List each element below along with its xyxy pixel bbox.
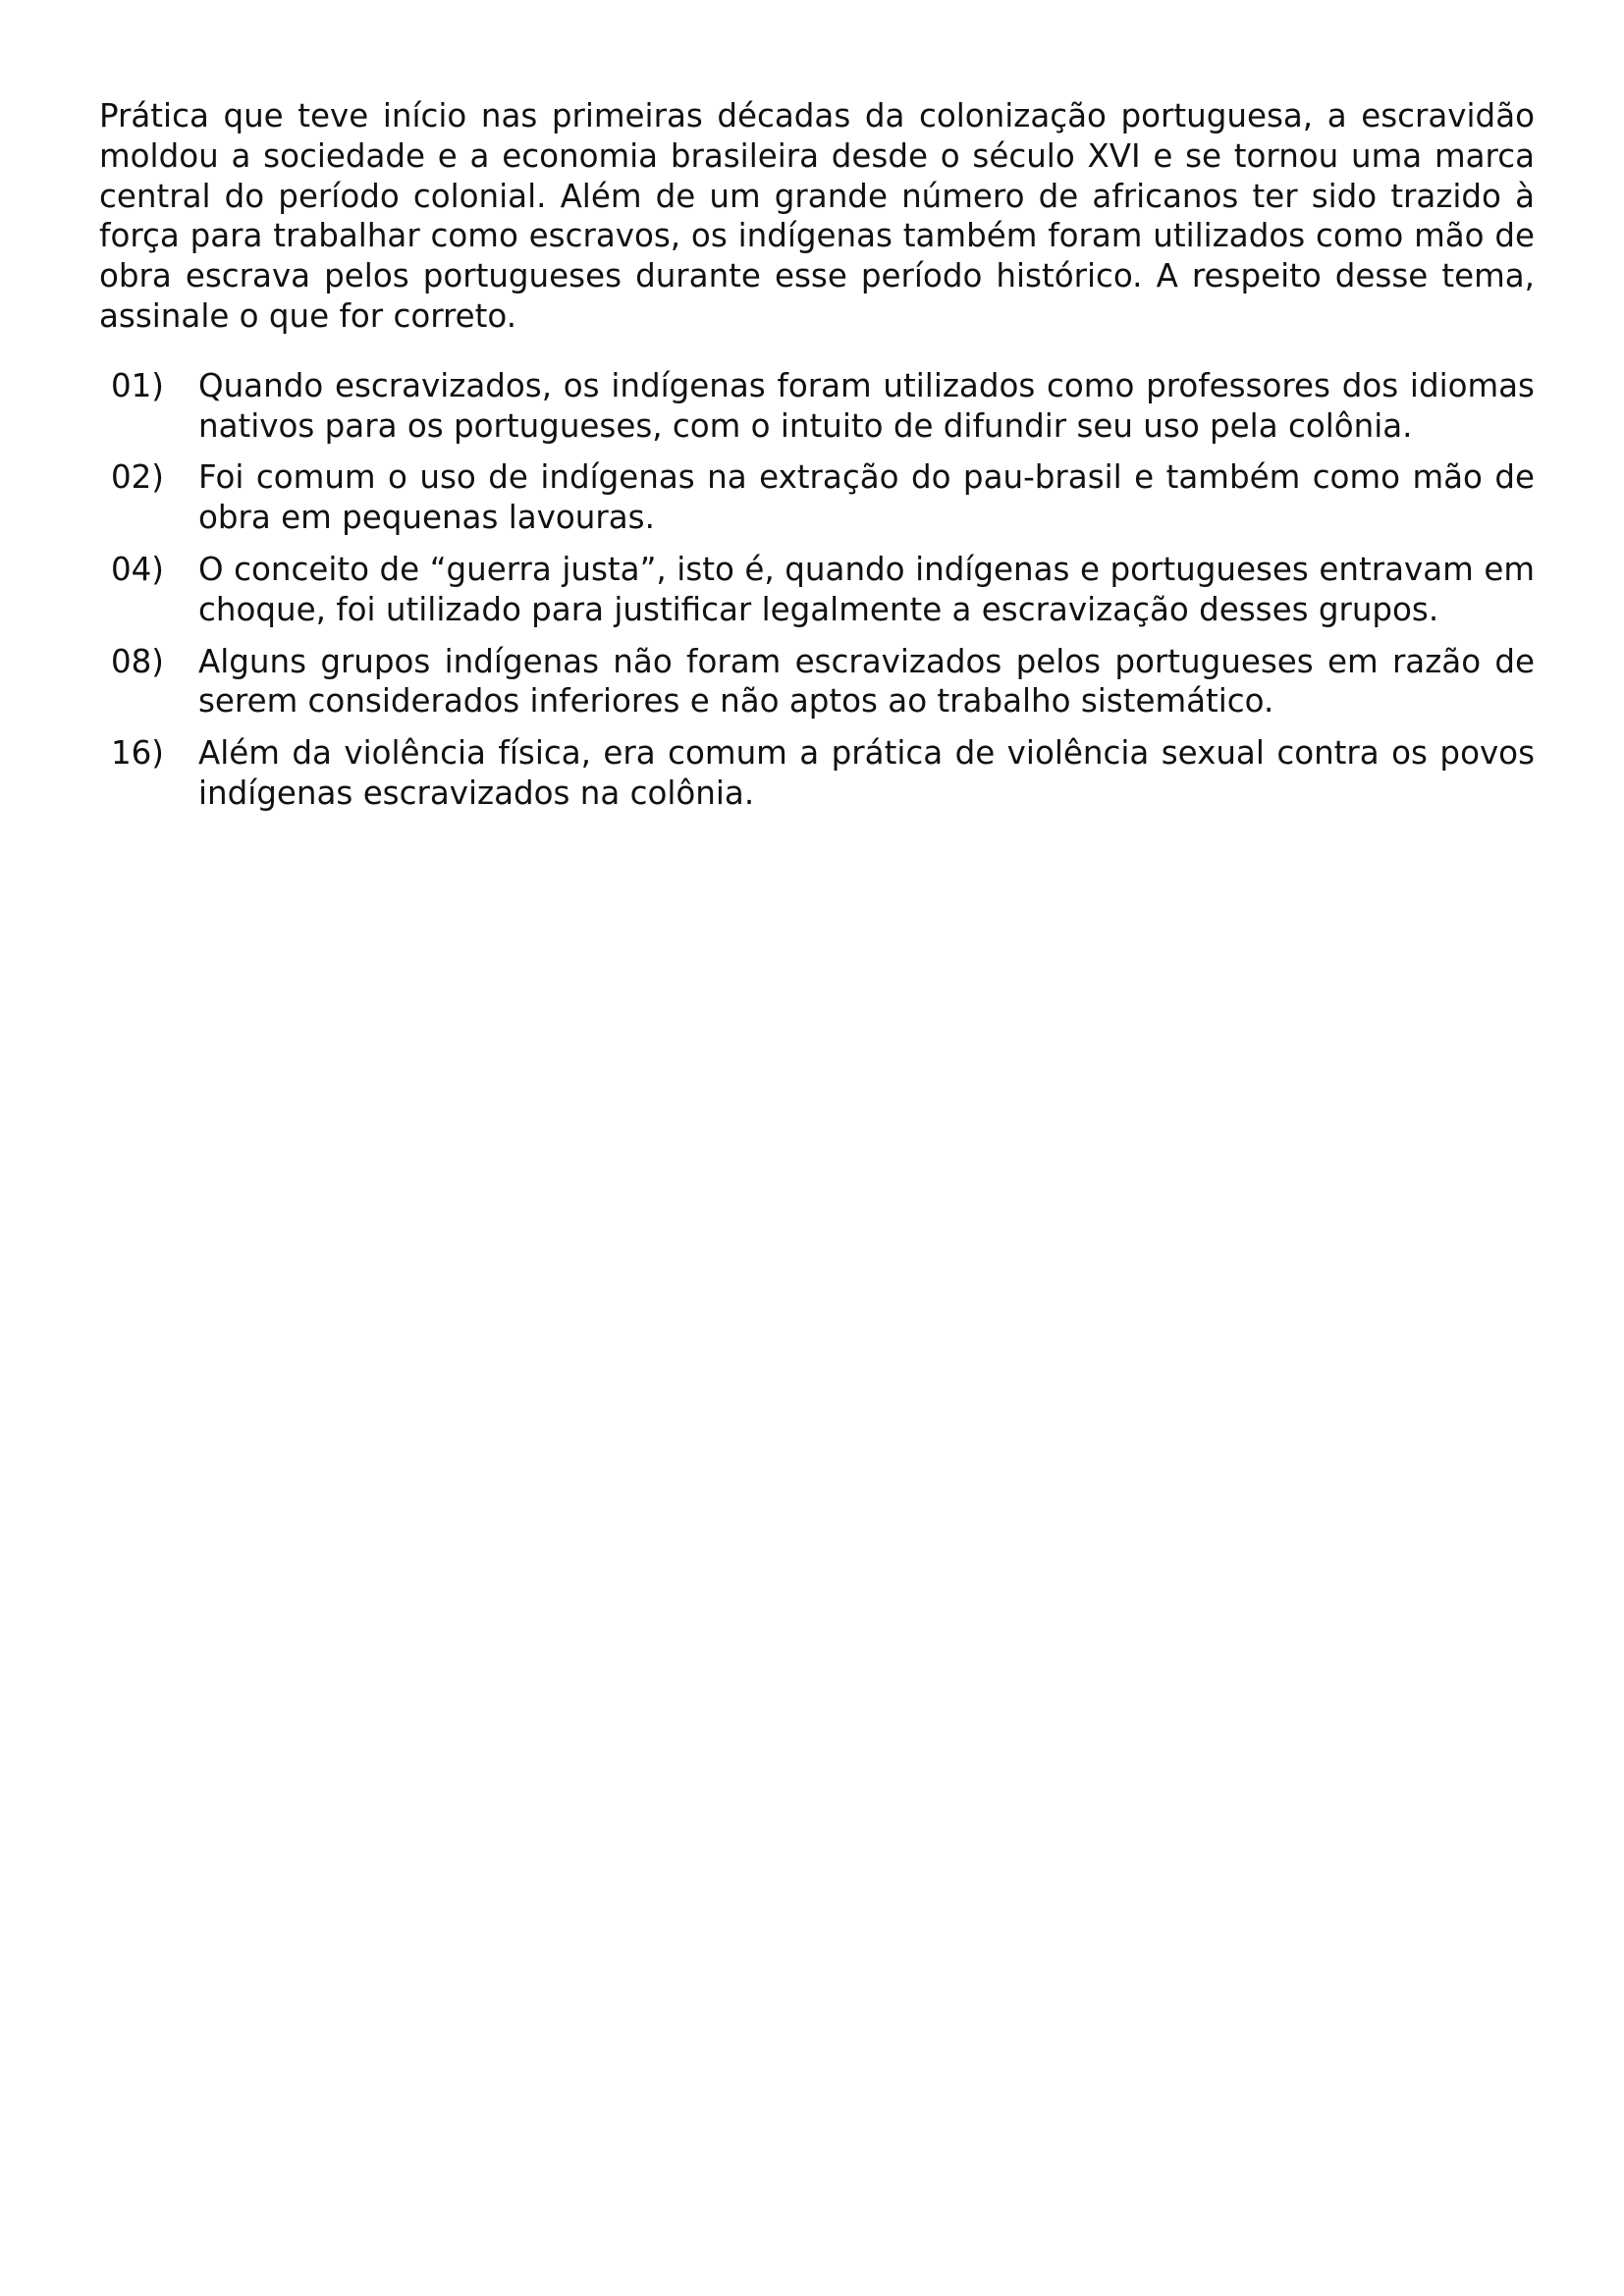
option-number-wrap bbox=[99, 366, 198, 406]
option-number: 04) bbox=[110, 550, 164, 588]
answer-option-16 bbox=[99, 733, 1535, 814]
option-number-wrap bbox=[99, 733, 198, 774]
option-text: O conceito de “guerra justa”, isto é, quando indígenas e portugueses entravam em choque, foi utilizado para justificar legalmente a escravização desses grupos. bbox=[198, 550, 1535, 628]
option-number-wrap bbox=[99, 642, 198, 682]
option-number-wrap bbox=[99, 550, 198, 590]
option-number: 02) bbox=[110, 458, 164, 497]
answer-option-01 bbox=[99, 366, 1535, 447]
option-text: Alguns grupos indígenas não foram escravizados pelos portugueses em razão de serem considerados inferiores e não aptos ao trabalho sistemático. bbox=[198, 642, 1535, 721]
answer-options-list bbox=[99, 366, 1535, 814]
option-text: Foi comum o uso de indígenas na extração do pau-brasil e também como mão de obra em pequenas lavouras. bbox=[198, 458, 1535, 537]
answer-option-04 bbox=[99, 550, 1535, 630]
option-number: 08) bbox=[110, 642, 164, 680]
answer-option-08 bbox=[99, 642, 1535, 722]
answer-option-02 bbox=[99, 457, 1535, 538]
option-number: 01) bbox=[110, 366, 164, 404]
question-statement: Prática que teve início nas primeiras décadas da colonização portuguesa, a escravidão moldou a sociedade e a economia brasileira desde o século XVI e se tornou uma marca central do período colonial. Além de um grande número de africanos ter sido trazido à força para trabalhar como escravos, os indígenas também foram utilizados como mão de obra escrava pelos portugueses durante esse período histórico. A respeito desse tema, assinale o que for correto. bbox=[99, 97, 1535, 335]
option-number-wrap bbox=[99, 457, 198, 498]
document-page bbox=[99, 96, 1535, 826]
option-number: 16) bbox=[110, 734, 164, 773]
option-text: Quando escravizados, os indígenas foram utilizados como professores dos idiomas nativos para os portugueses, com o intuito de difundir seu uso pela colônia. bbox=[198, 366, 1535, 445]
option-text: Além da violência física, era comum a prática de violência sexual contra os povos indígenas escravizados na colônia. bbox=[198, 734, 1535, 812]
